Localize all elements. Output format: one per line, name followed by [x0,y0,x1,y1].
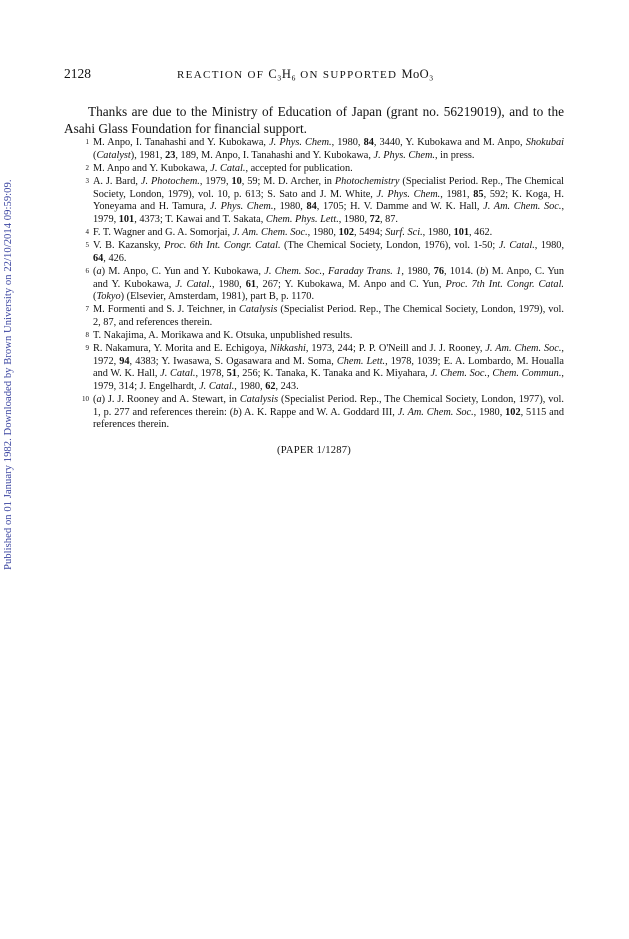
reference-item [78,343,564,393]
reference-number: 1 [85,138,89,146]
reference-number: 8 [85,331,89,340]
acknowledgement: Thanks are due to the Ministry of Education of Japan (grant no. 56219019), and to the Asahi Glass Foundation for financial support. [64,104,564,136]
download-watermark: Published on 01 January 1982. Downloaded by Brown University on 22/10/2014 09:59:09. [3,179,14,570]
reference-number: 7 [85,305,89,314]
reference-item [78,330,564,343]
reference-number: 6 [85,266,89,275]
reference-text: M. Anpo, I. Tanahashi and Y. Kubokawa, J. Phys. Chem., 1980, 84, 3440, Y. Kubokawa and M. Anpo, Shokubai (Catalyst), 1981, 23, 189, M. Anpo, I. Tanahashi and Y. Kubokawa, J. Phys. Chem., in press. [93,137,565,161]
reference-text: R. Nakamura, Y. Morita and E. Echigoya, Nikkashi, 1973, 244; P. P. O'Neill and J. J. Rooney, J. Am. Chem. Soc., 1972, 94, 4383; Y. Iwasawa, S. Ogasawara and M. Soma, Chem. Lett., 1978, 1039; E. A. Lombardo, M. Houalla and W. K. Hall, J. Catal., 1978, 51, 256; K. Tanaka, K. Tanaka and K. Miyahara, J. Chem. Soc., Chem. Commun., 1979, 314; J. Engelhardt, J. Catal., 1980, 62, 243. [93,343,564,393]
reference-text: A. J. Bard, J. Photochem., 1979, 10, 59; M. D. Archer, in Photochemistry (Specialist Period. Rep., The Chemical Society, London, 1979), vol. 10, p. 613; S. Sato and J. M. White, J. Phys. Chem., 1981, 85, 592; K. Koga, H. Yoneyama and H. Tamura, J. Phys. Chem., 1980, 84, 1705; H. V. Damme and W. K. Hall, J. Am. Chem. Soc., 1979, 101, 4373; T. Kawai and T. Sakata, Chem. Phys. Lett., 1980, 72, 87. [93,175,565,225]
reference-text: T. Nakajima, A. Morikawa and K. Otsuka, unpublished results. [93,330,353,342]
reference-item [78,163,564,176]
running-title-prefix: REACTION OF [177,69,265,81]
reference-text: F. T. Wagner and G. A. Somorjai, J. Am. Chem. Soc., 1980, 102, 5494; Surf. Sci., 1980, 101, 462. [93,226,493,238]
reference-item [78,266,564,304]
reference-text: V. B. Kazansky, Proc. 6th Int. Congr. Catal. (The Chemical Society, London, 1976), vol. 1-50; J. Catal., 1980, 64, 426. [93,240,565,264]
reference-number: 5 [85,241,89,250]
paper-id: (PAPER 1/1287) [277,445,351,456]
reference-number: 9 [85,344,89,353]
reference-text: (a) M. Anpo, C. Yun and Y. Kubokawa, J. Chem. Soc., Faraday Trans. 1, 1980, 76, 1014. (b) M. Anpo, C. Yun and Y. Kubokawa, J. Catal., 1980, 61, 267; Y. Kubokawa, M. Anpo and C. Yun, Proc. 7th Int. Congr. Catal. (Tokyo) (Elsevier, Amsterdam, 1981), part B, p. 1170. [93,265,565,303]
reference-list [78,137,564,433]
running-title-formula: C₃H₆ [268,67,297,81]
reference-item [78,304,564,329]
reference-number: 4 [85,227,89,236]
reference-text: (a) J. J. Rooney and A. Stewart, in Catalysis (Specialist Period. Rep., The Chemical Society, London, 1977), vol. 1, p. 277 and references therein: (b) A. K. Rappe and W. A. Goddard III, J. Am. Chem. Soc., 1980, 102, 5115 and references therein. [93,394,565,431]
reference-number: 3 [85,176,89,185]
reference-item [78,227,564,240]
running-title [177,67,434,82]
reference-text: M. Anpo and Y. Kubokawa, J. Catal., accepted for publication. [93,162,353,174]
reference-item [78,137,564,162]
reference-item [78,176,564,226]
reference-item [78,394,564,432]
reference-text: M. Formenti and S. J. Teichner, in Catalysis (Specialist Period. Rep., The Chemical Society, London, 1979), vol. 2, 87, and references therein. [93,304,564,328]
reference-number: 10 [82,395,89,404]
running-title-middle: ON SUPPORTED [300,69,398,81]
page-header [64,66,564,82]
reference-item [78,240,564,265]
page-number: 2128 [64,66,91,81]
reference-number: 2 [85,163,89,172]
running-title-formula-2: MoO₃ [401,67,434,81]
